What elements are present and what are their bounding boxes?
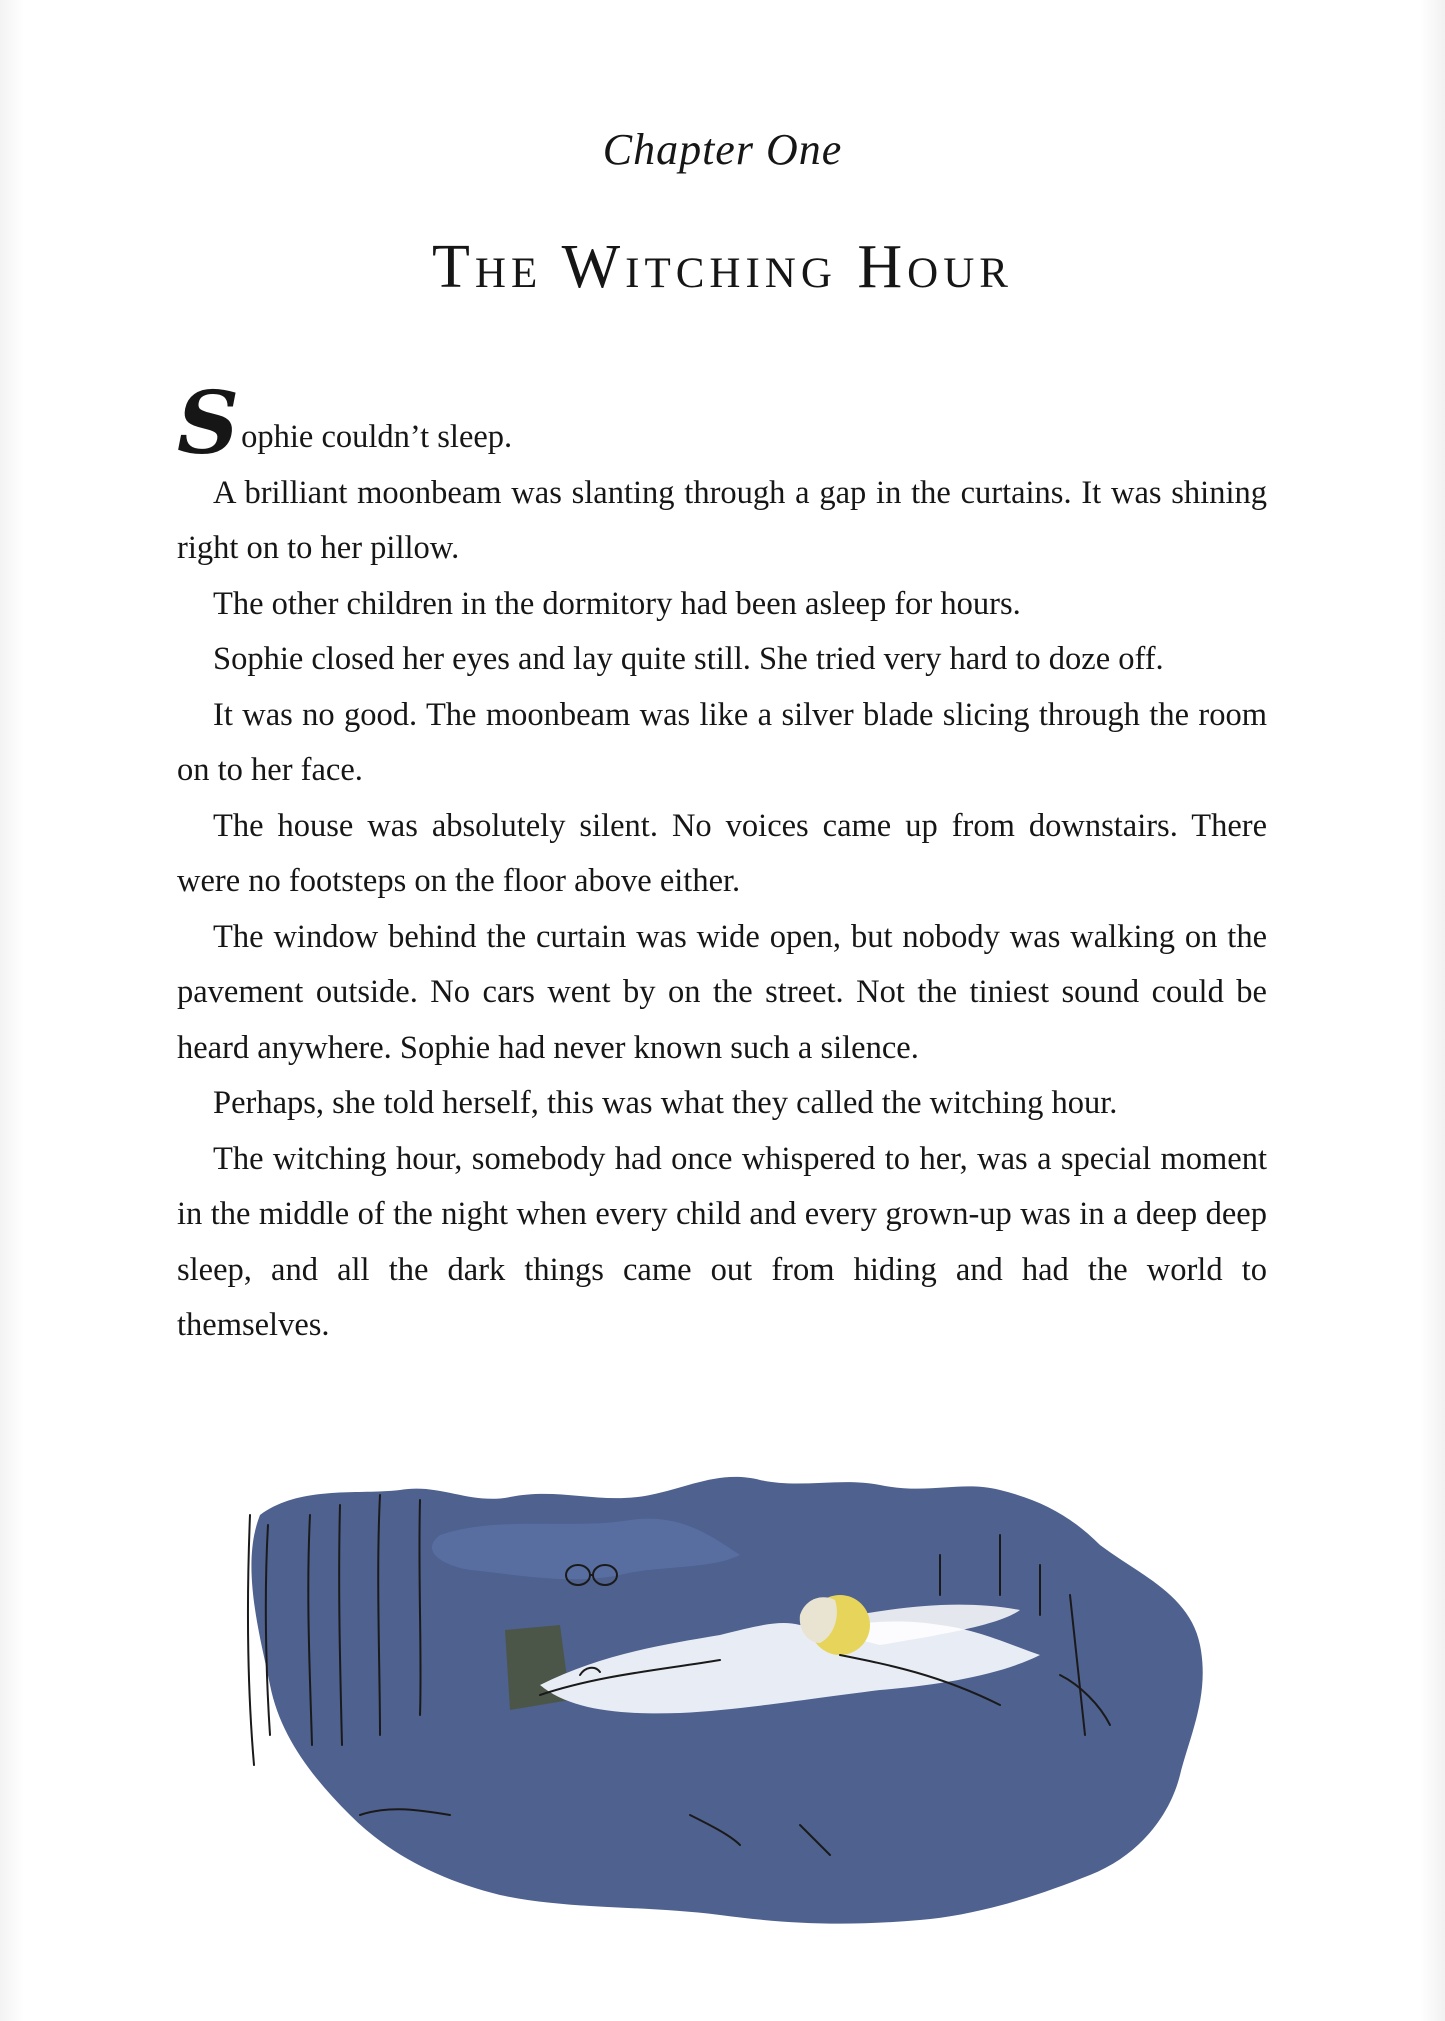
chapter-body — [177, 373, 1267, 1354]
paragraph: The window behind the curtain was wide open, but nobody was walking on the pavement outside. No cars went by on the street. Not the tiniest sound could be heard anywhere. Sophie had never known such a silence. — [177, 918, 1267, 1066]
drop-cap: S — [177, 373, 240, 474]
opening-text: ophie couldn’t sleep. — [241, 419, 513, 455]
paragraph: The other children in the dormitory had been asleep for hours. — [213, 585, 1021, 622]
paragraph: It was no good. The moonbeam was like a silver blade slicing through the room on to her face. — [177, 696, 1267, 788]
paragraph: A brilliant moonbeam was slanting through a gap in the curtains. It was shining right on to her pillow. — [177, 474, 1267, 566]
paragraph: The house was absolutely silent. No voices came up from downstairs. There were no footsteps on the floor above either. — [177, 807, 1267, 899]
paragraph-opening — [177, 373, 1267, 474]
paragraph: Sophie closed her eyes and lay quite still. She tried very hard to doze off. — [213, 641, 1164, 677]
paragraph: Perhaps, she told herself, this was what they called the witching hour. — [213, 1085, 1118, 1121]
paragraph: The witching hour, somebody had once whispered to her, was a special moment in the middle of the night when every child and every grown-up was in a deep deep sleep, and all the dark things came out from hiding and had the world to themselves. — [177, 1140, 1267, 1343]
chapter-title: The Witching Hour — [432, 233, 1013, 301]
chapter-number: Chapter One — [602, 125, 843, 174]
sleeping-girl-illustration — [240, 1475, 1240, 1955]
